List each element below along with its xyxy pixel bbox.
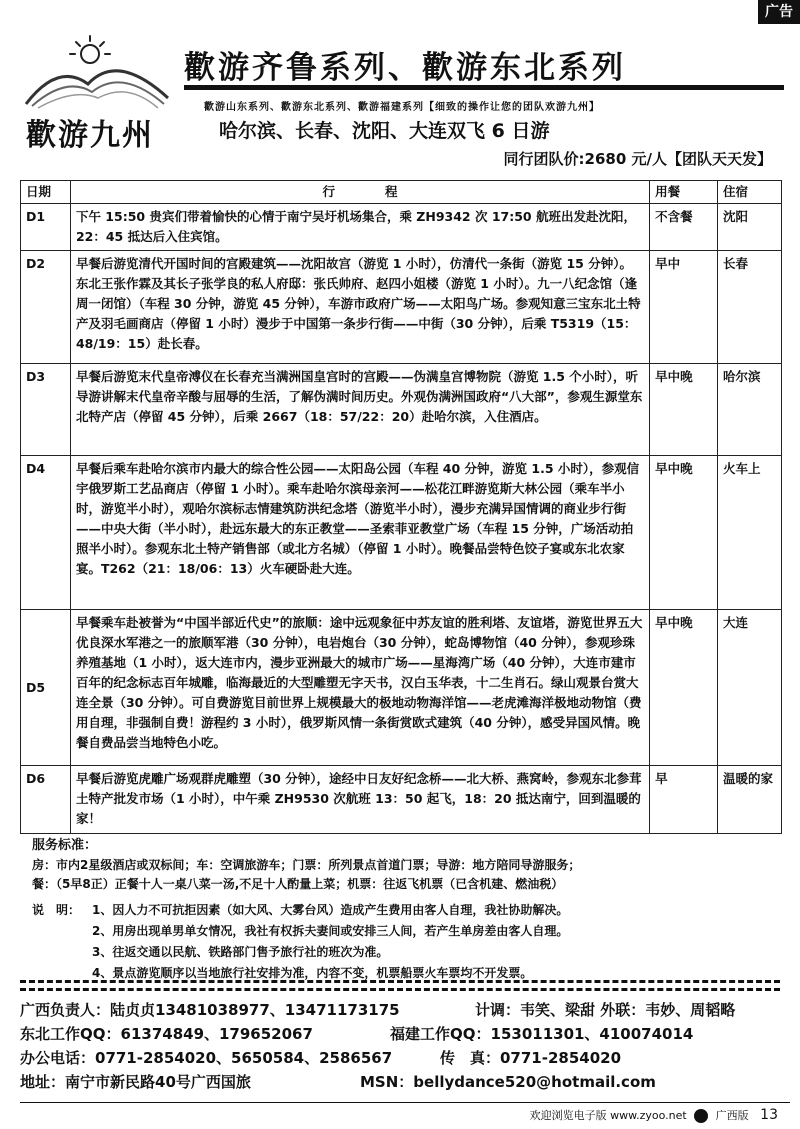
- service-line: 餐：（5早8正）正餐十人一桌八菜一汤,不足十人酌量上菜；机票：往返飞机票（已含机建、燃油税）: [32, 877, 564, 891]
- edition-label: 广西版: [715, 1109, 749, 1122]
- footer: [530, 1107, 778, 1123]
- stay-cell: 大连: [718, 610, 782, 766]
- table-row: [21, 766, 782, 834]
- logo: [18, 32, 178, 170]
- office-phone: 办公电话：0771-2854020、5650584、2586567: [20, 1049, 393, 1067]
- stay-cell: 火车上: [718, 456, 782, 610]
- address: 地址：南宁市新民路40号广西国旅: [20, 1073, 251, 1091]
- stay-cell: 沈阳: [718, 204, 782, 251]
- notes-label: 说 明：: [32, 903, 81, 917]
- header-stay: 住宿: [718, 181, 782, 204]
- stay-cell: 温暖的家: [718, 766, 782, 834]
- logo-mountain-sun-icon: [18, 32, 178, 112]
- divider: [20, 980, 780, 983]
- day-cell: D3: [21, 364, 71, 456]
- route-title: 哈尔滨、长春、沈阳、大连双飞 6 日游: [219, 120, 550, 142]
- title-bar: [184, 42, 784, 90]
- trip-cell: 早餐后乘车赴哈尔滨市内最大的综合性公园——太阳岛公园（车程 40 分钟，游览 1.5 小时），参观信宇俄罗斯工艺品商店（停留 1 小时）。乘车赴哈尔滨母亲河——松花江畔游览斯大林公园（乘车半小时，游览半小时），观哈尔滨标志情建筑防洪纪念塔（游览半小时），漫步充满异国情调的商业步行街——中央大街（半小时），赴远东最大的东正教堂——圣索菲亚教堂广场（车程 15 分钟，广场活动拍照半小时）。参观东北土特产销售部（或北方名城）（停留 1 小时）。晚餐品尝特色饺子宴或东北农家宴。T262（21：18/06：13）火车硬卧赴大连。: [70, 456, 649, 610]
- header-meal: 用餐: [650, 181, 718, 204]
- fujian-qq: 福建工作QQ：153011301、410074014: [390, 1025, 694, 1043]
- manager-contact: 广西负责人：陆贞贞13481038977、13471173175: [20, 1001, 400, 1019]
- ad-tag: 广告: [758, 0, 800, 24]
- header: [14, 28, 786, 178]
- msn: MSN：bellydance520@hotmail.com: [360, 1073, 656, 1091]
- day-cell: D1: [21, 204, 71, 251]
- day-cell: D5: [21, 610, 71, 766]
- note-item: 2、用房出现单男单女情况，我社有权拆夫妻间或安排三人间，若产生单房差由客人自理。: [92, 924, 569, 938]
- series-subline: 歡游山东系列、歡游东北系列、歡游福建系列【细致的操作让您的团队欢游九州】: [204, 102, 600, 113]
- day-cell: D4: [21, 456, 71, 610]
- note-item: 3、往返交通以民航、铁路部门售予旅行社的班次为准。: [92, 945, 389, 959]
- service-standards: [32, 836, 782, 894]
- planner-contact: 计调：韦笑、梁甜 外联：韦妙、周韬略: [475, 1001, 736, 1019]
- service-heading: 服务标准：: [32, 838, 98, 853]
- table-row: [21, 251, 782, 364]
- stay-cell: 哈尔滨: [718, 364, 782, 456]
- price: 同行团队价:2680 元/人【团队天天发】: [503, 150, 772, 168]
- header-trip: 行 程: [70, 181, 649, 204]
- footer-divider: [20, 1102, 790, 1103]
- northeast-qq: 东北工作QQ：61374849、179652067: [20, 1025, 313, 1043]
- day-cell: D6: [21, 766, 71, 834]
- table-row: [21, 456, 782, 610]
- notes-row: [32, 900, 782, 921]
- logo-text: 歡游九州: [26, 118, 154, 153]
- stay-cell: 长春: [718, 251, 782, 364]
- trip-cell: 下午 15:50 贵宾们带着愉快的心情于南宁吴圩机场集合，乘 ZH9342 次 17:50 航班出发赴沈阳，22：45 抵达后入住宾馆。: [70, 204, 649, 251]
- meal-cell: 早中晚: [650, 364, 718, 456]
- edition-badge-icon: [694, 1109, 708, 1123]
- notes: [32, 900, 782, 984]
- trip-cell: 早餐后游览虎雕广场观群虎雕塑（30 分钟），途经中日友好纪念桥——北大桥、燕窝岭，参观东北参茸土特产批发市场（1 小时），中午乘 ZH9530 次航班 13：50 起飞，18：20 抵达南宁，回到温暖的家！: [70, 766, 649, 834]
- itinerary-table: [20, 180, 782, 834]
- note-item: 4、景点游览顺序以当地旅行社安排为准，内容不变，机票船票火车票均不开发票。: [92, 966, 533, 980]
- meal-cell: 早: [650, 766, 718, 834]
- page-number: 13: [760, 1107, 778, 1123]
- table-row: [21, 610, 782, 766]
- fax: 传 真：0771-2854020: [440, 1049, 622, 1067]
- trip-cell: 早餐后游览末代皇帝溥仪在长春充当满洲国皇宫时的宫殿——伪满皇宫博物院（游览 1.5 个小时），听导游讲解末代皇帝辛酸与屈辱的生活，了解伪满时间历史。外观伪满洲国政府“八大部”，参观生源堂东北特产店（停留 45 分钟），后乘 2667（18：57/22：20）赴哈尔滨，入住酒店。: [70, 364, 649, 456]
- meal-cell: 早中: [650, 251, 718, 364]
- footer-text: 欢迎浏览电子版 www.zyoo.net: [529, 1109, 687, 1122]
- meal-cell: 早中晚: [650, 610, 718, 766]
- table-header-row: [21, 181, 782, 204]
- day-cell: D2: [21, 251, 71, 364]
- page-title: 歡游齐鲁系列、歡游东北系列: [184, 50, 626, 86]
- service-line: 房：市内2星级酒店或双标间；车：空调旅游车；门票：所列景点首道门票；导游：地方陪同导游服务；: [32, 858, 581, 872]
- table-row: [21, 364, 782, 456]
- note-item: 1、因人力不可抗拒因素（如大风、大雾台风）造成产生费用由客人自理，我社协助解决。: [92, 903, 569, 917]
- meal-cell: 早中晚: [650, 456, 718, 610]
- meal-cell: 不含餐: [650, 204, 718, 251]
- trip-cell: 早餐后游览清代开国时间的宫殿建筑——沈阳故宫（游览 1 小时），仿清代一条街（游览 15 分钟）。东北王张作霖及其长子张学良的私人府邸：张氏帅府、赵四小姐楼（游览 1 小时）。九一八纪念馆（逢周一闭馆）（车程 30 分钟，游览 45 分钟），车游市政府广场——太阳鸟广场。参观知意三宝东北土特产及羽毛画商店（停留 1 小时）漫步于中国第一条步行街——中街（30 分钟），后乘 T5319（15：48/19：15）赴长春。: [70, 251, 649, 364]
- contacts: [20, 998, 790, 1094]
- header-day: 日期: [21, 181, 71, 204]
- divider: [20, 988, 780, 991]
- table-row: [21, 204, 782, 251]
- trip-cell: 早餐乘车赴被誉为“中国半部近代史”的旅顺：途中远观象征中苏友谊的胜利塔、友谊塔，游览世界五大优良深水军港之一的旅顺军港（30 分钟），电岩炮台（30 分钟），蛇岛博物馆（40 分钟），参观珍珠养殖基地（1 小时），返大连市内，漫步亚洲最大的城市广场——星海湾广场（40 分钟），大连市建市百年的纪念标志百年城雕，临海最近的大型雕塑无字天书，汉白玉华表，十二生肖石。绿山观景台赏大连全景（30 分钟）。可自费游览目前世界上规模最大的极地动物海洋馆——老虎滩海洋极地动物馆（费用自理，非强制自费！游程约 3 小时），俄罗斯风情一条街赏欧式建筑（40 分钟），感受异国风情。晚餐自费品尝当地特色小吃。: [70, 610, 649, 766]
